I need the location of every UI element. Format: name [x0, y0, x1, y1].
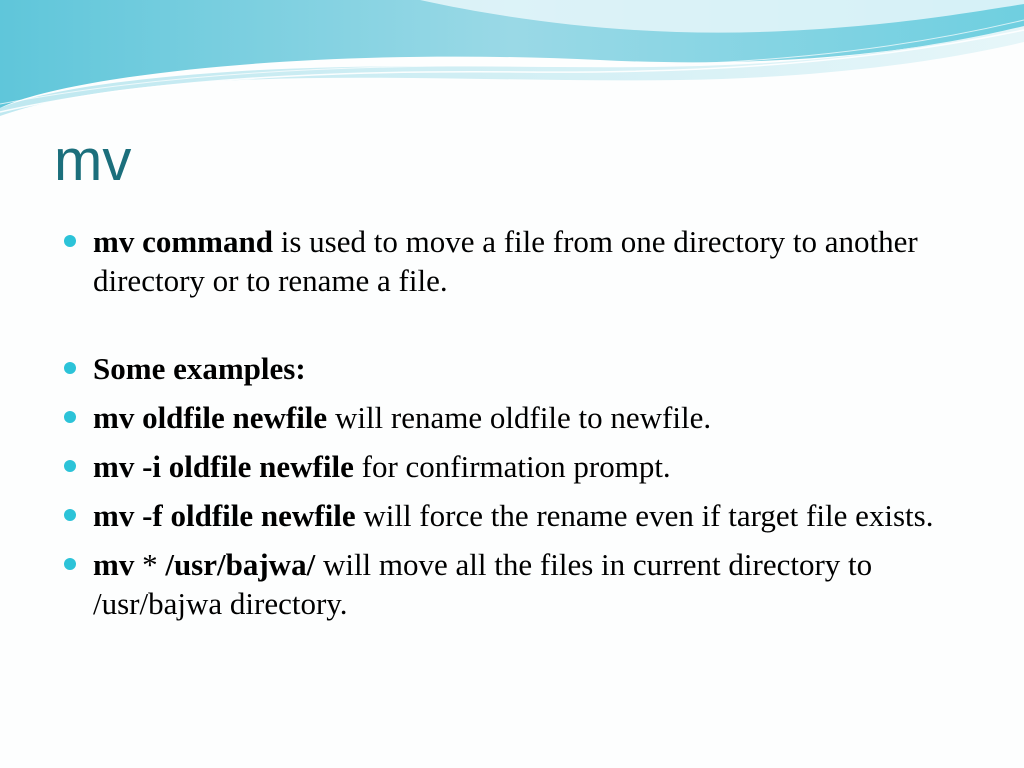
bullet-text: will force the rename even if target file exists. [355, 498, 934, 533]
bullet-item [64, 447, 984, 486]
slide-title: mv [54, 128, 132, 193]
bullet-item [64, 545, 984, 623]
bullet-item [64, 222, 984, 300]
bullet-dot-icon [64, 509, 76, 521]
bullet-bold-text: /usr/bajwa/ [165, 547, 316, 582]
bullet-plain-text: * [134, 547, 166, 582]
bullet-bold-text: mv -f oldfile newfile [93, 498, 356, 533]
bullet-dot-icon [64, 362, 76, 374]
bullet-item [64, 398, 984, 437]
bullet-bold-text: mv command [93, 224, 273, 259]
bullet-dot-icon [64, 460, 76, 472]
bullet-text: will rename oldfile to newfile. [327, 400, 712, 435]
bullet-text: is used to move a file from one directory to another directory or to rename a file. [93, 224, 918, 298]
bullet-item [64, 496, 984, 535]
bullet-bold-text: mv oldfile newfile [93, 400, 328, 435]
bullet-bold-text: mv -i oldfile newfile [93, 449, 354, 484]
header-wave-decoration [0, 0, 1024, 120]
bullet-list [64, 222, 984, 623]
bullet-item [64, 349, 984, 388]
bullet-bold-text: mv [93, 547, 135, 582]
bullet-text: will move all the files in current directory to /usr/bajwa directory. [93, 547, 873, 621]
bullet-dot-icon [64, 411, 76, 423]
bullet-dot-icon [64, 235, 76, 247]
bullet-bold-text: Some examples: [93, 351, 306, 386]
bullet-text: for confirmation prompt. [353, 449, 671, 484]
bullet-dot-icon [64, 558, 76, 570]
